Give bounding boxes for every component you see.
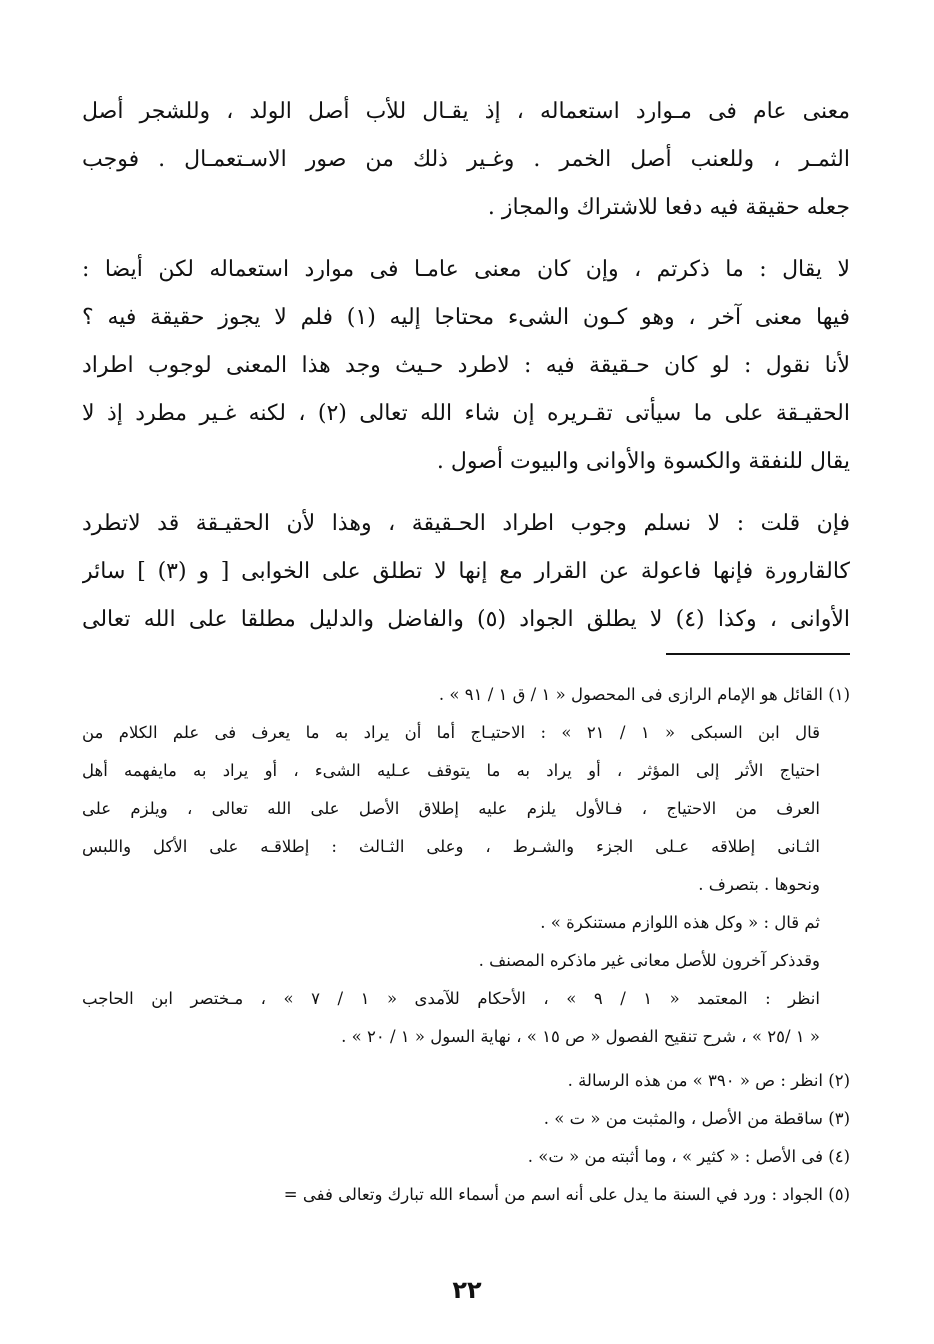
text-line: لا يقال : ما ذكرتم ، وإن كان معنى عامـا فى موارد استعماله لكن أيضا : (82, 257, 850, 282)
footnote-1-commentary (82, 714, 820, 1056)
text-line: الحقيـقة على ما سيأتى تقـريره إن شاء الله تعالى (٢) ، لكنه غـير مطرد إذ لا (82, 401, 850, 426)
footnote-line: « ١ /٢٥ » ، شرح تنقيح الفصول « ص ١٥ » ، نهاية السول « ١ / ٢٠ » . (341, 1027, 820, 1046)
footnote-separator (666, 653, 850, 655)
footnote-line: انظر : المعتمد « ١ / ٩ » ، الأحكام للآمدى « ١ / ٧ » ، مـختصر ابن الحاجب (82, 989, 820, 1008)
footnote-1-title: (١) القائل هو الإمام الرازى فى المحصول « ١ / ق ١ / ٩١ » . (438, 685, 850, 704)
text-line: الأوانى ، وكذا (٤) لا يطلق الجواد (٥) والفاضل والدليل مطلقا على الله تعالى (82, 607, 850, 632)
footnote-line: ونحوها . بتصرف . (698, 875, 820, 894)
text-line: يقال للنفقة والكسوة والأوانى والبيوت أصول . (436, 449, 850, 474)
footnote-1 (82, 676, 850, 1056)
footnote-line: الثـانى إطلاقه عـلى الجزء والشـرط ، وعلى الثـالث : إطلاقـه على الأكل واللبس (82, 837, 820, 856)
text-line: لأنا نقول : لو كان حـقيقة فيه : لاطرد حـيث وجد هذا المعنى لوجوب اطراد (82, 353, 850, 378)
text-line: كالقارورة فإنها فاعولة عن القرار مع إنها لا تطلق على الخوابى [ و (٣) ] سائر (82, 559, 850, 584)
footnote-line: العرف من الاحتياج ، فـالأول يلزم عليه إطلاق الأصل على الله تعالى ، ويلزم على (82, 799, 820, 818)
paragraph-1 (82, 88, 850, 232)
page-number: ٢٢ (452, 1276, 482, 1304)
text-line: جعله حقيقة فيه دفعا للاشتراك والمجاز . (487, 195, 850, 220)
footnote-line: وقدذكر آخرون للأصل معانى غير ماذكره المصنف . (478, 951, 820, 970)
text-line: فيها معنى آخر ، وهو كـون الشىء محتاجا إليه (١) فلم لا يجوز حقيقة فيه ؟ (82, 305, 850, 330)
footnote-5: (٥) الجواد : ورد في السنة ما يدل على أنه اسم من أسماء الله تبارك وتعالى ففى = (283, 1185, 850, 1204)
footnote-line: قال ابن السبكى « ١ / ٢١ » : الاحتيـاج أما أن يراد به ما يعرف فى علم الكلام من (82, 723, 820, 742)
footnote-3: (٣) ساقطة من الأصل ، والمثبت من « ت » . (543, 1109, 850, 1128)
footnote-4: (٤) فى الأصل : « كثير » ، وما أثبته من « ت» . (527, 1147, 850, 1166)
paragraph-3 (82, 500, 850, 644)
footnote-line: ثم قال : « وكل هذه اللوازم مستنكرة » . (540, 913, 820, 932)
paragraph-2 (82, 246, 850, 486)
text-line: فإن قلت : لا نسلم وجوب اطراد الحـقيقة ، وهذا لأن الحقيـقة قد لاتطرد (82, 511, 850, 536)
text-line: معنى عام فى مـوارد استعماله ، إذ يقـال للأب أصل الولد ، وللشجر أصل (82, 99, 850, 124)
footnote-2: (٢) انظر : ص « ٣٩٠ » من هذه الرسالة . (567, 1071, 850, 1090)
footnotes (82, 676, 850, 1214)
text-line: الثمـر ، وللعنب أصل الخمر . وغـير ذلك من صور الاسـتعمـال . فوجب (82, 147, 850, 172)
footnote-line: احتياج الأثر إلى المؤثر ، أو يراد به ما يتوقف عـليه الشىء ، أو يراد به مايفهمه أهل (82, 761, 820, 780)
main-text (82, 88, 850, 658)
